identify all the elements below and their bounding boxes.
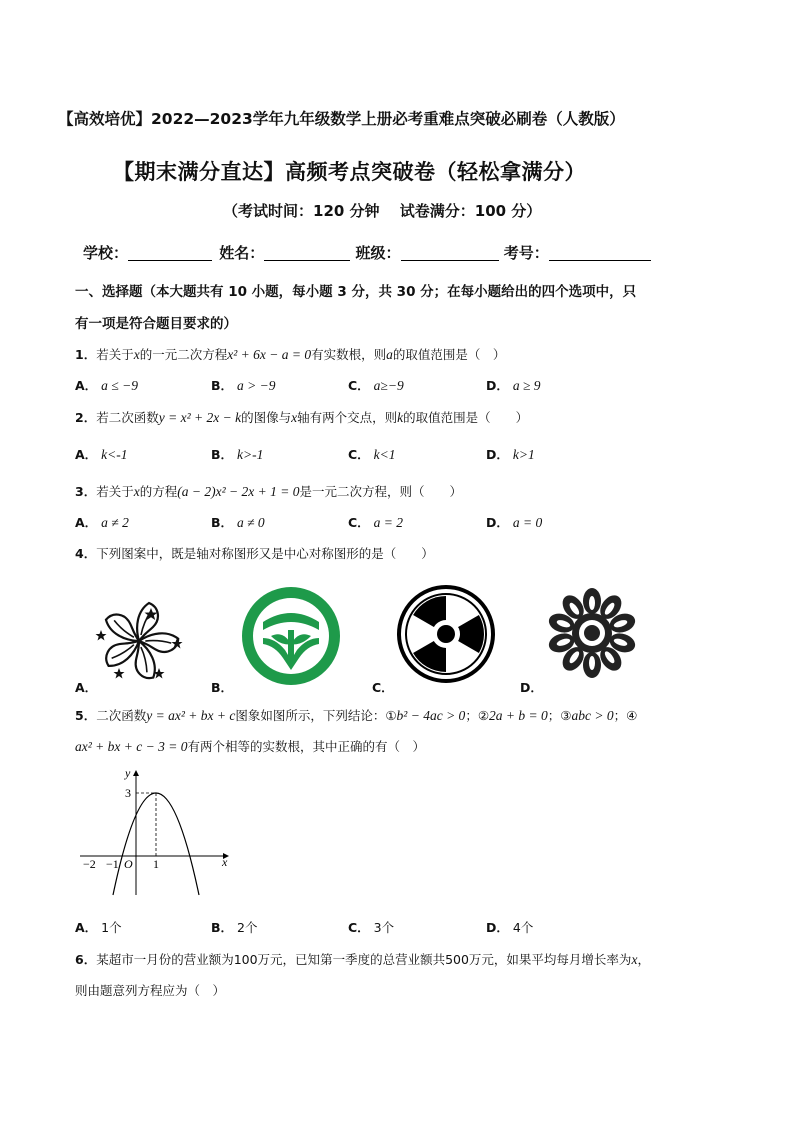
name-label: 姓名： [219,244,265,262]
question-3: 3．若关于x的方程(a − 2)x² − 2x + 1 = 0是一元二次方程，则（ ） [75,484,462,499]
question-4: 4．下列图案中，既是轴对称图形又是中心对称图形的是（ ） [75,546,434,561]
q4-option-b[interactable]: B． [211,680,234,695]
school-blank[interactable] [128,245,212,261]
q1-option-b[interactable]: B． a > −9 [211,378,276,393]
q3-option-d[interactable]: D． a = 0 [486,515,543,530]
chrysanthemum-icon [544,585,640,681]
x-tick-neg2: −2 [83,857,96,871]
q4-option-d[interactable]: D． [520,680,543,695]
q2-option-d[interactable]: D． k>1 [486,447,535,462]
radiation-symbol-icon [396,584,496,684]
section-heading-line1: 一、选择题（本大题共有 10 小题，每小题 3 分，共 30 分；在每小题给出的四个选项中，只 [75,284,637,300]
student-info-row [83,242,651,263]
q2-option-b[interactable]: B． k>-1 [211,447,264,462]
question-6-line1: 6．某超市一月份的营业额为100万元，已知第一季度的总营业额共500万元，如果平均每月增长率为x， [75,952,650,967]
paper-main-title: 【期末满分直达】高频考点突破卷（轻松拿满分） [113,160,586,184]
y-axis-label: y [125,766,131,780]
q1-option-c[interactable]: C． a≥−9 [348,378,404,393]
q2-option-a[interactable]: A． k<-1 [75,447,128,462]
question-5-line2: ax² + bx + c − 3 = 0有两个相等的实数根，其中正确的有（ ） [75,739,425,754]
paper-top-title: 【高效培优】2022—2023学年九年级数学上册必考重难点突破必刷卷（人教版） [58,110,625,128]
q5-option-d[interactable]: D． 4个 [486,920,534,935]
q3-option-b[interactable]: B． a ≠ 0 [211,515,265,530]
bauhinia-flower-icon [93,598,185,684]
school-label: 学校： [83,244,129,262]
x-axis-label: x [222,855,228,869]
green-food-logo-icon [241,586,341,686]
origin-label: O [124,857,133,871]
q1-option-a[interactable]: A． a ≤ −9 [75,378,138,393]
exam-number-label: 考号： [503,244,549,262]
y-tick-3: 3 [125,786,131,800]
q5-option-b[interactable]: B． 2个 [211,920,258,935]
name-blank[interactable] [264,245,350,261]
class-blank[interactable] [401,245,499,261]
q4-option-a[interactable]: A． [75,680,98,695]
x-tick-1: 1 [153,857,159,871]
parabola-graph [76,763,236,898]
question-5-line1: 5．二次函数y = ax² + bx + c图象如图所示，下列结论：①b² − 4ac > 0；②2a + b = 0；③abc > 0；④ [75,708,638,723]
question-1: 1．若关于x的一元二次方程x² + 6x − a = 0有实数根，则a的取值范围是（ ） [75,347,506,362]
q3-option-c[interactable]: C． a = 2 [348,515,404,530]
question-6-line2: 则由题意列方程应为（ ） [75,983,226,998]
section-heading-line2: 有一项是符合题目要求的） [75,316,237,332]
q4-option-c[interactable]: C． [372,680,394,695]
question-2: 2．若二次函数y = x² + 2x − k的图像与x轴有两个交点，则k的取值范围是（ ） [75,410,529,425]
q2-option-c[interactable]: C． k<1 [348,447,396,462]
class-label: 班级： [355,244,401,262]
x-tick-neg1: −1 [106,857,119,871]
q5-option-c[interactable]: C． 3个 [348,920,395,935]
q3-option-a[interactable]: A． a ≠ 2 [75,515,129,530]
q1-option-d[interactable]: D． a ≥ 9 [486,378,541,393]
q5-option-a[interactable]: A． 1个 [75,920,122,935]
exam-number-blank[interactable] [549,245,651,261]
exam-info: （考试时间：120 分钟 试卷满分：100 分） [223,202,542,220]
